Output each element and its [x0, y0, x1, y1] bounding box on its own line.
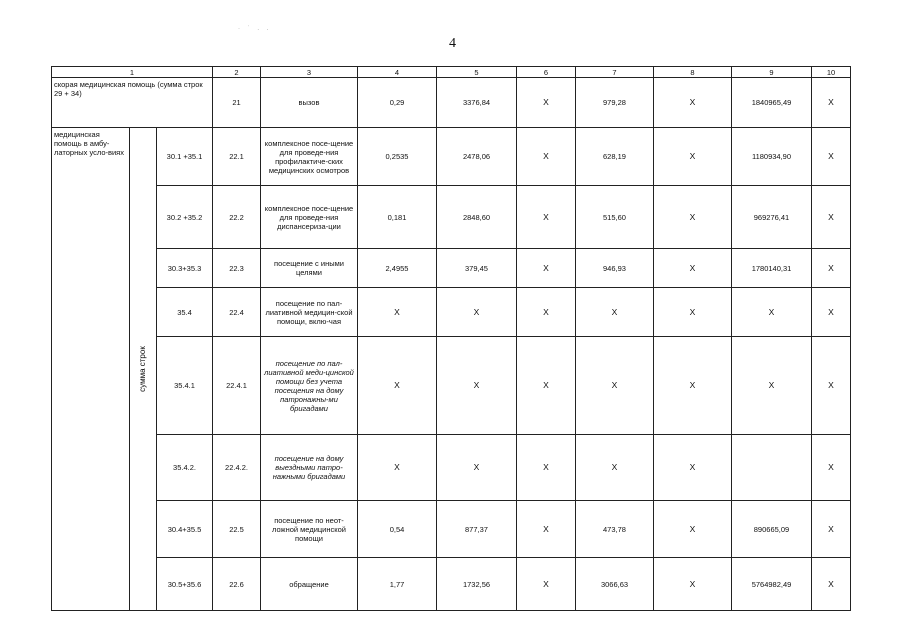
cell-sub: 35.4	[157, 288, 213, 337]
cell-unit: посещение по пал-лиативной меди-цинской помощи без учета посещения на дому патронажны-ми бригадами	[261, 337, 358, 435]
cell-value: X	[517, 249, 576, 288]
cell-value: 0,2535	[358, 128, 437, 186]
cell-line-number: 22.6	[213, 558, 261, 611]
header-cell: 5	[437, 67, 517, 78]
cell-value: X	[654, 78, 732, 128]
cell-value: 1840965,49	[732, 78, 812, 128]
cell-value: X	[437, 435, 517, 501]
cell-value: X	[517, 78, 576, 128]
cell-value: X	[812, 186, 851, 249]
scan-specks: · ˙ . .	[238, 26, 272, 32]
cell-line-number: 22.3	[213, 249, 261, 288]
cell-value: 1,77	[358, 558, 437, 611]
cell-value: 3376,84	[437, 78, 517, 128]
cell-value: 515,60	[576, 186, 654, 249]
cell-value: 946,93	[576, 249, 654, 288]
cell-sub: 30.3+35.3	[157, 249, 213, 288]
cell-line-number: 21	[213, 78, 261, 128]
cell-value: 969276,41	[732, 186, 812, 249]
cell-value: X	[812, 249, 851, 288]
cell-line-number: 22.5	[213, 501, 261, 558]
cell-line-number: 22.4	[213, 288, 261, 337]
cell-value: X	[654, 288, 732, 337]
cell-value: 0,54	[358, 501, 437, 558]
cell-value: X	[812, 78, 851, 128]
cell-value: X	[654, 501, 732, 558]
cell-value: X	[517, 128, 576, 186]
cell-sub: 35.4.2.	[157, 435, 213, 501]
header-cell: 1	[52, 67, 213, 78]
cell-value: X	[654, 128, 732, 186]
cell-value: X	[812, 558, 851, 611]
cell-value: 1780140,31	[732, 249, 812, 288]
cell-value: 2,4955	[358, 249, 437, 288]
cell-value: 0,181	[358, 186, 437, 249]
cell-value: X	[358, 337, 437, 435]
cell-value: 1180934,90	[732, 128, 812, 186]
header-cell: 6	[517, 67, 576, 78]
table-row	[52, 435, 851, 501]
cell-value: X	[576, 337, 654, 435]
header-cell: 7	[576, 67, 654, 78]
cell-sub: 30.4+35.5	[157, 501, 213, 558]
cell-value: X	[358, 288, 437, 337]
outpatient-label: медицинская помощь в амбу-латорных усло-виях	[52, 128, 130, 611]
cell-value: 0,29	[358, 78, 437, 128]
cell-sub: 30.1 +35.1	[157, 128, 213, 186]
cell-sub: 35.4.1	[157, 337, 213, 435]
cell-value: 1732,56	[437, 558, 517, 611]
table-row	[52, 558, 851, 611]
cell-value: 5764982,49	[732, 558, 812, 611]
header-cell: 9	[732, 67, 812, 78]
header-cell: 2	[213, 67, 261, 78]
cell-value: X	[576, 288, 654, 337]
cell-value: X	[517, 558, 576, 611]
cell-value	[732, 435, 812, 501]
vertical-label: сумма строк	[138, 346, 148, 392]
cell-line-number: 22.2	[213, 186, 261, 249]
row-label: скорая медицинская помощь (сумма строк 29 + 34)	[52, 78, 213, 128]
cell-unit: вызов	[261, 78, 358, 128]
cell-value: X	[517, 501, 576, 558]
header-cell: 3	[261, 67, 358, 78]
cell-unit: посещение по пал-лиативной медицин-ской помощи, вклю-чая	[261, 288, 358, 337]
cell-line-number: 22.4.2.	[213, 435, 261, 501]
cell-unit: посещение на дому выездными патро-нажными бригадами	[261, 435, 358, 501]
cell-value: X	[654, 558, 732, 611]
cell-value: X	[812, 288, 851, 337]
header-row	[52, 67, 851, 78]
cell-value: X	[358, 435, 437, 501]
cell-value: 3066,63	[576, 558, 654, 611]
cell-value: X	[576, 435, 654, 501]
cell-value: 2478,06	[437, 128, 517, 186]
cell-value: X	[732, 337, 812, 435]
cell-value: X	[517, 435, 576, 501]
cell-value: 379,45	[437, 249, 517, 288]
cell-sub: 30.2 +35.2	[157, 186, 213, 249]
cell-value: X	[654, 249, 732, 288]
cell-value: 473,78	[576, 501, 654, 558]
cell-value: X	[654, 186, 732, 249]
cell-value: X	[812, 128, 851, 186]
header-cell: 10	[812, 67, 851, 78]
cell-unit: комплексное посе-щение для проведе-ния профилактиче-ских медицинских осмотров	[261, 128, 358, 186]
table-row-ambulance	[52, 78, 851, 128]
cell-value: X	[517, 186, 576, 249]
cell-value: X	[732, 288, 812, 337]
cell-value: 628,19	[576, 128, 654, 186]
vertical-label-cell	[130, 128, 157, 611]
cell-value: 877,37	[437, 501, 517, 558]
table-row	[52, 337, 851, 435]
cell-value: X	[812, 435, 851, 501]
cell-value: X	[437, 288, 517, 337]
cell-value: X	[437, 337, 517, 435]
table-row	[52, 249, 851, 288]
page-number: 4	[449, 36, 456, 51]
cell-unit: комплексное посе-щение для проведе-ния диспансериза-ции	[261, 186, 358, 249]
cell-unit: посещение по неот-ложной медицинской помощи	[261, 501, 358, 558]
cell-sub: 30.5+35.6	[157, 558, 213, 611]
header-cell: 4	[358, 67, 437, 78]
table-row	[52, 288, 851, 337]
header-cell: 8	[654, 67, 732, 78]
cell-value: 2848,60	[437, 186, 517, 249]
cell-value: X	[654, 337, 732, 435]
cell-value: X	[812, 337, 851, 435]
cell-value: X	[812, 501, 851, 558]
table-row	[52, 128, 851, 186]
cell-value: 979,28	[576, 78, 654, 128]
cell-unit: посещение с иными целями	[261, 249, 358, 288]
cell-value: X	[654, 435, 732, 501]
cell-value: 890665,09	[732, 501, 812, 558]
cell-line-number: 22.4.1	[213, 337, 261, 435]
cell-line-number: 22.1	[213, 128, 261, 186]
cell-value: X	[517, 288, 576, 337]
data-table	[51, 66, 851, 611]
table-row	[52, 501, 851, 558]
cell-value: X	[517, 337, 576, 435]
cell-unit: обращение	[261, 558, 358, 611]
table-row	[52, 186, 851, 249]
